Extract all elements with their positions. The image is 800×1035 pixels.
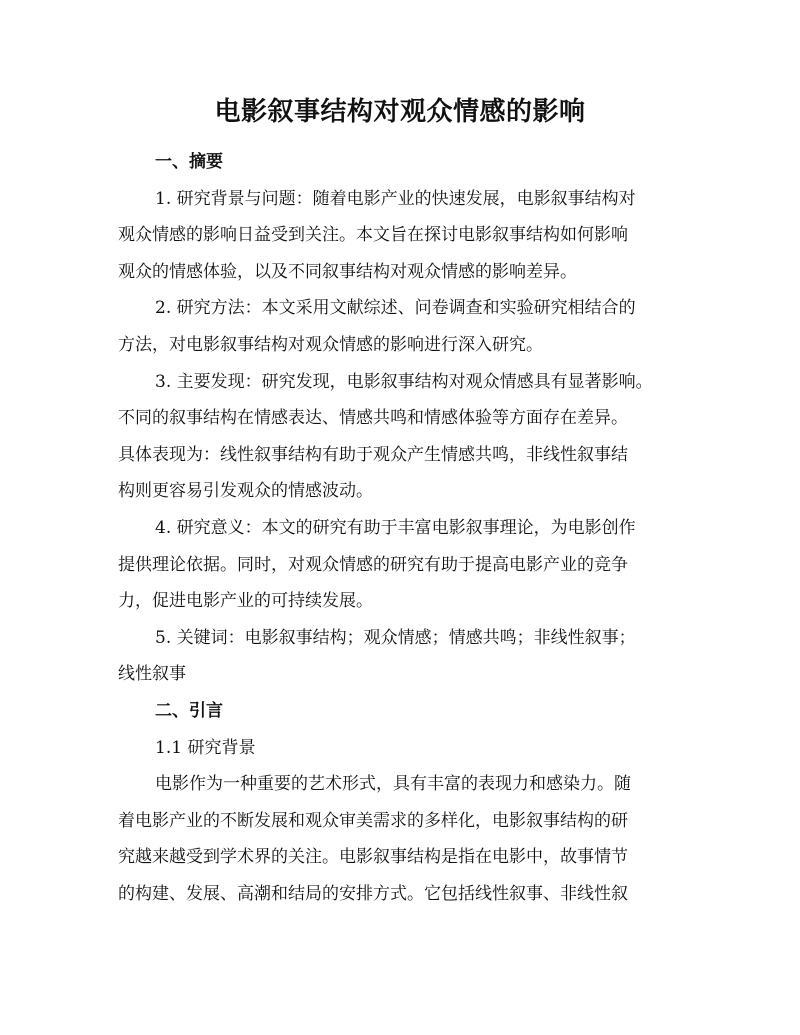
text-line: 4. 研究意义：本文的研究有助于丰富电影叙事理论，为电影创作 xyxy=(155,517,636,538)
abstract-paragraph-4 xyxy=(118,510,690,620)
page-title: 电影叙事结构对观众情感的影响 xyxy=(214,97,586,127)
section-heading-abstract: 一、摘要 xyxy=(155,152,223,172)
text-line: 具体表现为：线性叙事结构有助于观众产生情感共鸣，非线性叙事结 xyxy=(118,444,628,465)
text-line: 究越来越受到学术界的关注。电影叙事结构是指在电影中，故事情节 xyxy=(118,847,628,868)
text-line: 不同的叙事结构在情感表达、情感共鸣和情感体验等方面存在差异。 xyxy=(118,408,628,429)
introduction-paragraph-1 xyxy=(118,766,690,912)
abstract-paragraph-2 xyxy=(118,290,690,363)
text-line: 电影作为一种重要的艺术形式，具有丰富的表现力和感染力。随 xyxy=(155,774,631,795)
text-line: 的构建、发展、高潮和结局的安排方式。它包括线性叙事、非线性叙 xyxy=(118,883,628,904)
text-line: 力，促进电影产业的可持续发展。 xyxy=(118,591,373,612)
section-heading-introduction: 二、引言 xyxy=(155,700,223,721)
text-line: 观众情感的影响日益受到关注。本文旨在探讨电影叙事结构如何影响 xyxy=(118,225,628,246)
abstract-paragraph-3 xyxy=(118,364,690,510)
abstract-paragraph-keywords xyxy=(118,620,690,693)
subsection-heading-background: 1.1 研究背景 xyxy=(155,737,256,758)
text-line: 提供理论依据。同时，对观众情感的研究有助于提高电影产业的竞争 xyxy=(118,554,628,575)
text-line: 构则更容易引发观众的情感波动。 xyxy=(118,481,373,502)
text-line: 1. 研究背景与问题：随着电影产业的快速发展，电影叙事结构对 xyxy=(155,188,636,209)
text-line: 3. 主要发现：研究发现，电影叙事结构对观众情感具有显著影响。 xyxy=(155,371,653,392)
text-line: 5. 关键词：电影叙事结构；观众情感；情感共鸣；非线性叙事； xyxy=(155,627,636,648)
text-line: 2. 研究方法：本文采用文献综述、问卷调查和实验研究相结合的 xyxy=(155,298,636,319)
document-body xyxy=(118,144,690,912)
text-line: 观众的情感体验，以及不同叙事结构对观众情感的影响差异。 xyxy=(118,261,577,282)
abstract-paragraph-1 xyxy=(118,181,690,291)
text-line: 着电影产业的不断发展和观众审美需求的多样化，电影叙事结构的研 xyxy=(118,810,628,831)
text-line: 线性叙事 xyxy=(118,664,186,685)
text-line: 方法，对电影叙事结构对观众情感的影响进行深入研究。 xyxy=(118,334,543,355)
